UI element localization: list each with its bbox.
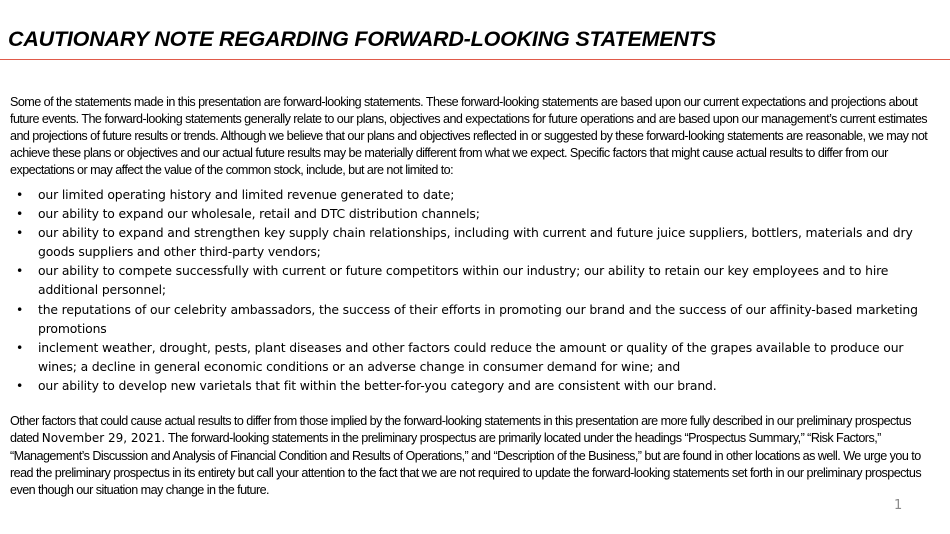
bullet-marker: • <box>16 225 24 241</box>
list-item <box>10 261 940 299</box>
list-item-text: our ability to compete successfully with current or future competitors within our industry; our ability to retain our key employees and to hire additional personnel; <box>38 263 889 298</box>
bullet-marker: • <box>16 301 24 317</box>
risk-factor-list <box>10 185 940 395</box>
list-item-text: inclement weather, drought, pests, plant diseases and other factors could reduce the amount or quality of the grapes available to produce our wines; a decline in general economic conditions or an adverse change in consumer demand for wine; and <box>38 339 904 374</box>
outro-text-start: Other factors that could cause actual results to differ from those implied by the forward-looking statements in this presentation are more fully described in our preliminary prospectus dated <box>10 414 911 446</box>
list-item <box>10 204 940 223</box>
list-item <box>10 185 940 204</box>
bullet-marker: • <box>16 263 24 279</box>
list-item-text: our limited operating history and limited revenue generated to date; <box>38 187 455 202</box>
list-item-text: our ability to expand our wholesale, retail and DTC distribution channels; <box>38 206 480 222</box>
prospectus-date: November 29, 2021. <box>41 431 166 446</box>
title-divider <box>0 59 950 60</box>
intro-paragraph: Some of the statements made in this presentation are forward-looking statements. These forward-looking statements are based upon our current expectations and projections about future events. The forward-looking statements generally relate to our plans, objectives and expectations for future operations and are based upon our management’s current estimates and projections of future results or trends. Although we believe that our plans and objectives reflected in or suggested by these forward-looking statements are reasonable, we may not achieve these plans or objectives and our actual future results may be materially different from what we expect. Specific factors that might cause actual results to differ from our expectations or may affect the value of the common stock, include, but are not limited to: <box>10 95 928 178</box>
slide-title: CAUTIONARY NOTE REGARDING FORWARD-LOOKING STATEMENTS <box>8 27 716 51</box>
list-item-text: our ability to expand and strengthen key supply chain relationships, including with current and future juice suppliers, bottlers, materials and dry goods suppliers and other third-party vendors; <box>38 225 913 260</box>
list-item <box>10 300 940 338</box>
list-item <box>10 223 940 261</box>
list-item-text: the reputations of our celebrity ambassadors, the success of their efforts in promoting our brand and the success of our affinity-based marketing promotions <box>38 301 918 336</box>
page-number: 1 <box>894 498 903 513</box>
list-item-text: our ability to develop new varietals that fit within the better-for-you category and are consistent with our brand. <box>38 377 717 393</box>
bullet-marker: • <box>16 206 24 222</box>
list-item <box>10 338 940 376</box>
outro-text-end: The forward-looking statements in the preliminary prospectus are primarily located under the headings “Prospectus Summary,” “Risk Factors,” “Management’s Discussion and Analysis of Financial Condition and Results of Operations,” and “Description of the Business,” but are found in other locations as well. We urge you to read the preliminary prospectus in its entirety but call your attention to the fact that we are not required to update the forward-looking statements set forth in our preliminary prospectus even though our situation may change in the future. <box>10 431 922 498</box>
outro-paragraph <box>10 413 935 499</box>
bullet-marker: • <box>16 377 24 393</box>
bullet-marker: • <box>16 187 24 202</box>
list-item <box>10 376 940 395</box>
bullet-marker: • <box>16 339 24 355</box>
